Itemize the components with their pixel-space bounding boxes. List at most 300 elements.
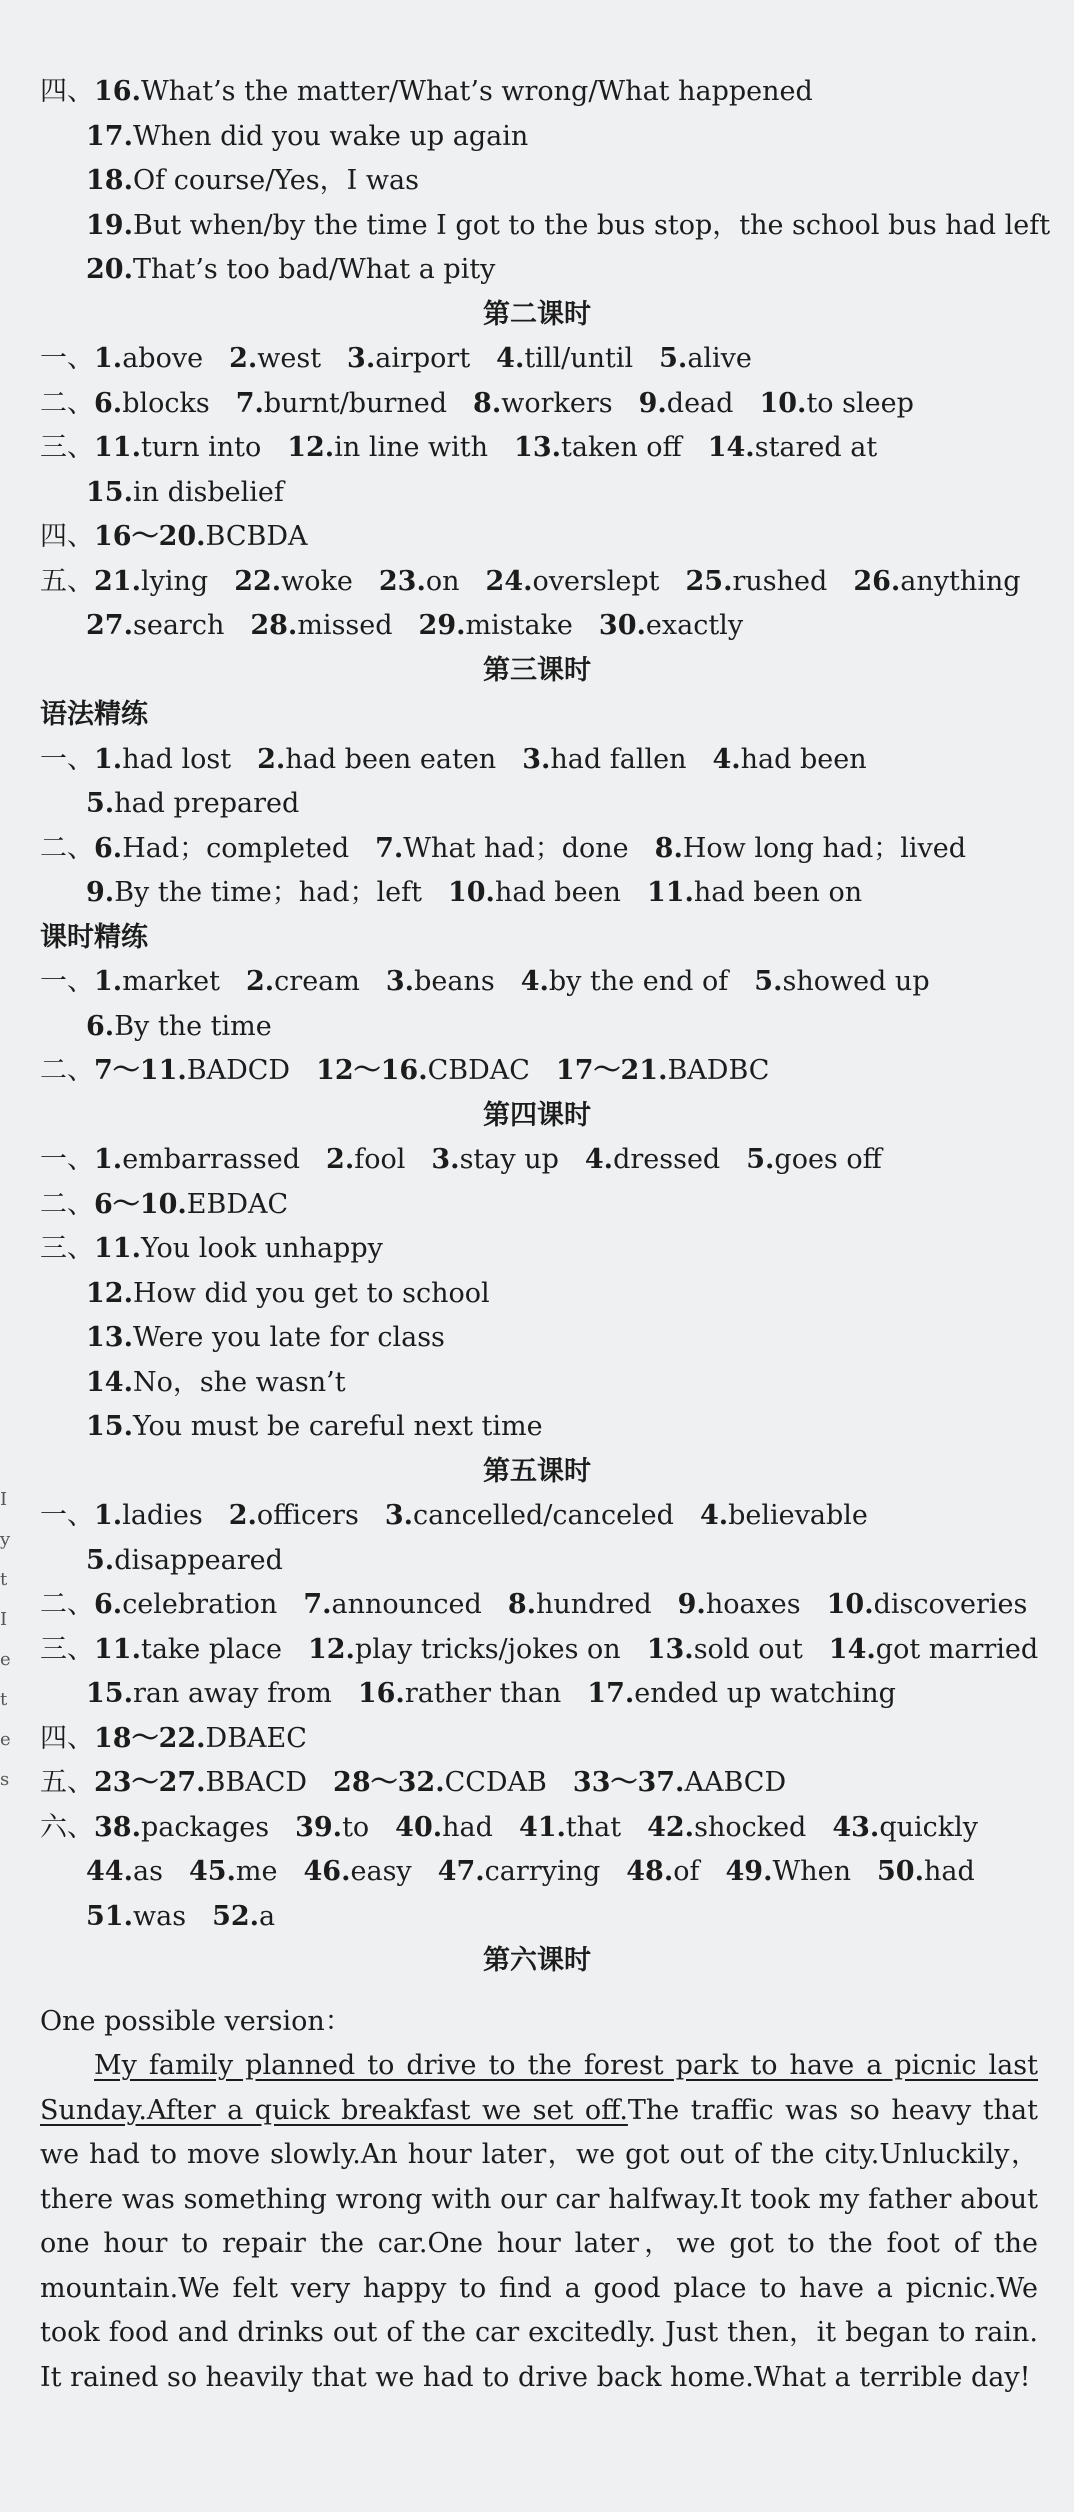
part-label: 三、 [40, 1233, 94, 1264]
answer-text: disappeared [114, 1544, 283, 1576]
answer-item [304, 1856, 412, 1887]
answer-item [486, 566, 660, 597]
question-number: 1. [94, 966, 123, 997]
answer-item [754, 966, 929, 997]
part-label: 二、 [40, 1188, 94, 1220]
answer-item [639, 388, 734, 419]
question-number: 49. [725, 1856, 773, 1887]
answer-item [234, 566, 353, 597]
answer-text: officers [256, 1500, 359, 1531]
question-number: 16～20. [94, 521, 206, 552]
answer-item [86, 1545, 283, 1576]
question-number: 6. [94, 387, 123, 419]
part-label: 一、 [40, 966, 94, 997]
answer-text: But when/by the time I got to the bus stop，the school bus had left [132, 209, 1051, 241]
part-label: 二、 [40, 832, 94, 864]
answer-text: anything [900, 565, 1021, 597]
answer-text: When did you wake up again [132, 120, 529, 152]
answer-item [250, 610, 392, 641]
answer-item [295, 1812, 369, 1843]
answer-text: had prepared [114, 788, 300, 819]
question-number: 2. [326, 1144, 355, 1175]
essay-text [40, 2044, 1038, 2400]
answer-line [86, 1318, 1054, 1358]
question-number: 27. [86, 610, 133, 641]
answer-text: overslept [532, 565, 660, 597]
answer-line [86, 117, 1054, 157]
answer-line [40, 740, 1054, 780]
answer-line [40, 829, 1054, 869]
answer-text: west [257, 343, 322, 374]
essay-body: The traffic was so heavy that we had to move slowly.An hour later，we got out of the city.Unluckily，there was something wrong with our car halfway.It took my father about one hour to repair the car.One hour later，we got to the foot of the mountain.We felt very happy to find a good place to have a picnic.We took food and drinks out of the car excitedly. Just then，it began to rain. It rained so heavily that we had to drive back home.What a terrible day! [40, 2094, 1038, 2393]
answer-line [40, 1763, 1054, 1803]
question-number: 9. [86, 877, 115, 908]
answer-text: No，she wasn’t [132, 1366, 346, 1398]
question-number: 3. [522, 743, 551, 775]
answer-text: shocked [694, 1811, 807, 1843]
part-label: 一、 [40, 343, 94, 374]
question-number: 11. [94, 1233, 141, 1264]
margin-mark: e [0, 1649, 11, 1670]
question-number: 3. [385, 966, 415, 997]
answer-item [94, 1634, 282, 1665]
section-heading: 第五课时 [483, 1455, 591, 1487]
question-number: 3. [384, 1500, 413, 1531]
answer-line [40, 384, 1054, 424]
answer-text: cream [274, 966, 360, 997]
answer-item [86, 1678, 332, 1709]
answer-line [86, 873, 1054, 913]
binding-margin-marks [0, 1480, 14, 1800]
answer-text: carrying [484, 1856, 601, 1887]
answer-text: BBACD [205, 1767, 308, 1798]
answer-text: DBAEC [205, 1722, 307, 1754]
answer-line [86, 1897, 1054, 1937]
question-number: 7～11. [94, 1055, 187, 1086]
question-number: 14. [828, 1633, 876, 1665]
answer-item [316, 1055, 530, 1086]
answer-text: What’s the matter/What’s wrong/What happened [140, 76, 813, 107]
answer-item [94, 1189, 288, 1220]
answer-text: play tricks/jokes on [354, 1633, 621, 1665]
answer-item [86, 1856, 163, 1887]
answer-item [759, 388, 913, 419]
question-number: 5. [754, 966, 783, 997]
answer-text: taken off [561, 432, 682, 463]
answer-item [94, 1812, 269, 1843]
answer-text: had been [740, 743, 867, 775]
answer-item [599, 610, 743, 641]
question-number: 51. [86, 1900, 133, 1932]
answer-text: sold out [693, 1633, 803, 1665]
question-number: 52. [212, 1900, 260, 1932]
part-label: 二、 [40, 387, 94, 419]
question-number: 7. [303, 1589, 332, 1620]
margin-mark: y [0, 1529, 11, 1550]
answer-text: announced [331, 1589, 482, 1620]
question-number: 10. [447, 877, 495, 908]
part-label: 三、 [40, 1633, 94, 1665]
answer-text: When [772, 1856, 851, 1887]
margin-mark: e [0, 1729, 11, 1750]
question-number: 15. [86, 1411, 133, 1442]
answer-text: had [442, 1811, 493, 1843]
answer-line [86, 161, 1054, 201]
question-number: 9. [638, 387, 667, 419]
question-number: 18～22. [94, 1722, 206, 1754]
answer-item [438, 1856, 601, 1887]
answer-text: a [259, 1900, 276, 1932]
question-number: 16. [94, 76, 141, 107]
answer-text: easy [350, 1856, 412, 1887]
answer-text: by the end of [548, 966, 729, 997]
answer-item [86, 877, 422, 908]
answer-text: fool [354, 1144, 406, 1175]
answer-text: was [132, 1900, 187, 1932]
answer-text: packages [140, 1811, 270, 1843]
answer-text: mistake [465, 610, 573, 641]
question-number: 41. [518, 1811, 566, 1843]
answer-text: airport [375, 343, 471, 374]
answer-text: ladies [122, 1500, 203, 1531]
answer-text: till/until [524, 343, 634, 374]
answer-item [94, 521, 308, 552]
answer-text: cancelled/canceled [413, 1500, 674, 1531]
answer-item [419, 610, 573, 641]
answer-item [386, 966, 495, 997]
question-number: 40. [395, 1811, 443, 1843]
question-number: 47. [437, 1856, 485, 1887]
answer-text: to [342, 1811, 370, 1843]
answer-text: burnt/burned [263, 387, 448, 419]
answer-item [86, 610, 224, 641]
question-number: 6. [86, 1010, 115, 1042]
question-number: 13. [86, 1322, 133, 1353]
question-number: 38. [94, 1811, 141, 1843]
part-label: 五、 [40, 565, 94, 597]
answer-text: BCBDA [205, 521, 308, 552]
answer-item [385, 1500, 674, 1531]
margin-mark: s [0, 1769, 10, 1790]
answer-text: dressed [613, 1144, 721, 1175]
answer-item [521, 966, 729, 997]
question-number: 7. [235, 387, 264, 419]
answer-line [86, 1274, 1054, 1314]
answer-item [496, 343, 633, 374]
answer-item [700, 1500, 868, 1531]
question-number: 11. [646, 877, 694, 908]
answer-item [853, 566, 1020, 597]
answer-item [94, 343, 203, 374]
answer-text: hundred [536, 1589, 652, 1620]
answer-item [678, 1589, 801, 1620]
question-number: 17. [587, 1678, 635, 1709]
answer-line [86, 1674, 1054, 1714]
answer-text: beans [414, 966, 495, 997]
answer-text: How did you get to school [132, 1277, 490, 1309]
question-number: 5. [746, 1144, 775, 1175]
question-number: 50. [877, 1856, 924, 1887]
answer-text: That’s too bad/What a pity [132, 254, 496, 285]
question-number: 6～10. [94, 1188, 187, 1220]
answer-text: search [132, 610, 225, 641]
question-number: 29. [418, 610, 466, 641]
answer-text: turn into [140, 432, 262, 463]
question-number: 10. [826, 1589, 874, 1620]
answer-item [94, 966, 220, 997]
answer-text: You must be careful next time [132, 1411, 543, 1442]
question-number: 7. [375, 832, 404, 864]
answer-line [86, 784, 1054, 824]
answer-item [431, 1144, 559, 1175]
question-number: 15. [86, 1678, 133, 1709]
answer-item [94, 1767, 307, 1798]
answer-text: Had；completed [122, 832, 350, 864]
question-number: 30. [598, 610, 646, 641]
part-label: 四、 [40, 1722, 94, 1754]
answer-line [86, 206, 1054, 246]
question-number: 1. [94, 1500, 123, 1531]
question-number: 18. [86, 165, 133, 196]
question-number: 24. [485, 565, 533, 597]
answer-item [556, 1055, 770, 1086]
question-number: 46. [303, 1856, 351, 1887]
question-number: 5. [86, 1544, 115, 1576]
answer-text: had been [494, 877, 621, 908]
question-number: 42. [647, 1811, 695, 1843]
answer-text: BADBC [667, 1055, 770, 1086]
answer-text: had fallen [550, 743, 687, 775]
answer-line [40, 1719, 1054, 1759]
answer-line [40, 1229, 1054, 1269]
answer-item [326, 1144, 405, 1175]
answer-text: woke [281, 565, 353, 597]
question-number: 2. [228, 1500, 257, 1531]
answer-item [189, 1856, 278, 1887]
question-number: 8. [654, 832, 683, 864]
question-number: 2. [257, 743, 286, 775]
answer-text: You look unhappy [140, 1233, 383, 1264]
question-number: 10. [759, 387, 807, 419]
question-number: 17～21. [555, 1055, 668, 1086]
answer-item [827, 1589, 1028, 1620]
question-number: 20. [86, 254, 133, 285]
answer-item [246, 966, 360, 997]
question-number: 14. [86, 1366, 133, 1398]
question-number: 5. [86, 788, 115, 819]
answer-item [86, 254, 495, 285]
question-number: 4. [520, 966, 549, 997]
answer-item [647, 877, 862, 908]
answer-text: believable [728, 1500, 868, 1531]
question-number: 15. [86, 476, 133, 508]
answer-line [40, 962, 1054, 1002]
answer-text: missed [297, 610, 393, 641]
question-number: 26. [853, 565, 901, 597]
question-number: 23～27. [94, 1767, 206, 1798]
answer-line [86, 1007, 1054, 1047]
margin-mark: I [0, 1609, 8, 1630]
answer-item [585, 1144, 720, 1175]
answer-item [832, 1812, 978, 1843]
question-number: 9. [677, 1589, 706, 1620]
answer-item [375, 833, 629, 864]
answer-item [94, 388, 210, 419]
answer-item [94, 1055, 290, 1086]
part-label: 五、 [40, 1767, 94, 1798]
answer-item [448, 877, 621, 908]
question-number: 11. [94, 432, 141, 463]
answer-item [712, 744, 866, 775]
part-label: 二、 [40, 1589, 94, 1620]
answer-text: ran away from [132, 1678, 332, 1709]
answer-text: had lost [122, 743, 232, 775]
answer-text: hoaxes [705, 1589, 801, 1620]
answer-line [40, 428, 1054, 468]
answer-text: discoveries [873, 1589, 1028, 1620]
answer-line [40, 562, 1054, 602]
answer-item [86, 1011, 272, 1042]
question-number: 12. [307, 1633, 355, 1665]
answer-item [347, 343, 470, 374]
part-label: 一、 [40, 743, 94, 775]
answer-text: in disbelief [132, 476, 284, 508]
answer-text: workers [501, 387, 613, 419]
question-number: 5. [659, 343, 688, 374]
answer-item [86, 1901, 186, 1932]
answer-line [40, 1585, 1054, 1625]
answer-text: exactly [645, 610, 744, 641]
part-label: 一、 [40, 1500, 94, 1531]
answer-item [86, 1278, 490, 1309]
question-number: 1. [94, 1144, 123, 1175]
answer-item [94, 744, 231, 775]
question-number: 22. [234, 565, 282, 597]
question-number: 17. [86, 120, 133, 152]
question-number: 4. [496, 343, 525, 374]
answer-line [86, 1852, 1054, 1892]
answer-text: alive [687, 343, 752, 374]
question-number: 2. [245, 966, 275, 997]
question-number: 28. [250, 610, 298, 641]
question-number: 1. [94, 743, 123, 775]
answer-text: CBDAC [427, 1055, 530, 1086]
answer-item [94, 1144, 300, 1175]
question-number: 19. [86, 209, 133, 241]
answer-text: on [425, 565, 460, 597]
answer-item [659, 343, 752, 374]
answer-text: embarrassed [122, 1144, 301, 1175]
answer-line [40, 1051, 1054, 1091]
question-number: 25. [685, 565, 733, 597]
answer-text: celebration [122, 1589, 278, 1620]
part-label: 二、 [40, 1055, 94, 1086]
answer-text: had been on [693, 877, 863, 908]
answer-text: lying [140, 565, 209, 597]
answer-item [655, 833, 966, 864]
answer-item [358, 1678, 561, 1709]
section-heading: 第六课时 [483, 1945, 591, 1976]
answer-text: as [132, 1856, 163, 1887]
answer-line [40, 1140, 1054, 1180]
answer-item [573, 1767, 786, 1798]
question-number: 4. [699, 1500, 729, 1531]
answer-text: BADCD [186, 1055, 291, 1086]
subsection-heading: 语法精练 [40, 699, 148, 730]
answer-item [236, 388, 447, 419]
question-number: 21. [94, 565, 141, 597]
answer-text: stared at [754, 432, 878, 463]
answer-item [287, 432, 488, 463]
answer-text: me [235, 1856, 278, 1887]
answer-text: How long had；lived [682, 832, 967, 864]
answer-line [40, 1630, 1054, 1670]
section-heading: 第四课时 [483, 1099, 591, 1131]
answer-text: ended up watching [634, 1678, 896, 1709]
answer-item [726, 1856, 852, 1887]
answer-text: above [122, 343, 204, 374]
answer-item [94, 432, 261, 463]
answer-item [829, 1634, 1038, 1665]
question-number: 8. [473, 387, 502, 419]
question-number: 3. [431, 1144, 460, 1175]
question-number: 28～32. [333, 1767, 445, 1798]
answer-item [86, 1367, 346, 1398]
answer-item [86, 788, 299, 819]
answer-item [94, 1589, 277, 1620]
question-number: 45. [188, 1856, 236, 1887]
question-number: 39. [295, 1811, 343, 1843]
answer-line [86, 606, 1054, 646]
question-number: 3. [347, 343, 376, 374]
margin-mark: I [0, 1489, 8, 1510]
answer-item [514, 432, 682, 463]
question-number: 11. [94, 1633, 141, 1665]
question-number: 2. [229, 343, 258, 374]
question-number: 8. [507, 1589, 536, 1620]
answer-item [94, 1500, 203, 1531]
answer-line [40, 517, 1054, 557]
answer-text: quickly [879, 1811, 979, 1843]
answer-text: market [122, 966, 220, 997]
answer-text: blocks [122, 387, 210, 419]
answer-text: rather than [404, 1678, 562, 1709]
answer-item [379, 566, 460, 597]
answer-item [626, 1856, 699, 1887]
answer-item [94, 566, 208, 597]
answer-item [94, 1233, 383, 1264]
question-number: 1. [94, 343, 123, 374]
answer-text: goes off [774, 1144, 882, 1175]
answer-text: Were you late for class [132, 1322, 445, 1353]
answer-line [40, 72, 1054, 112]
answer-text: Of course/Yes，I was [132, 165, 419, 196]
question-number: 14. [707, 432, 755, 463]
answer-line [86, 1407, 1054, 1447]
answer-item [303, 1589, 481, 1620]
section-heading: 第二课时 [483, 298, 591, 330]
answer-item [647, 1634, 803, 1665]
question-number: 4. [584, 1144, 614, 1175]
question-number: 44. [86, 1856, 133, 1887]
answer-line [40, 1808, 1054, 1848]
answer-text: showed up [782, 966, 930, 997]
answer-item [94, 833, 349, 864]
answer-item [519, 1812, 621, 1843]
answer-text: that [565, 1811, 622, 1843]
question-number: 13. [514, 432, 562, 463]
part-label: 四、 [40, 521, 94, 552]
